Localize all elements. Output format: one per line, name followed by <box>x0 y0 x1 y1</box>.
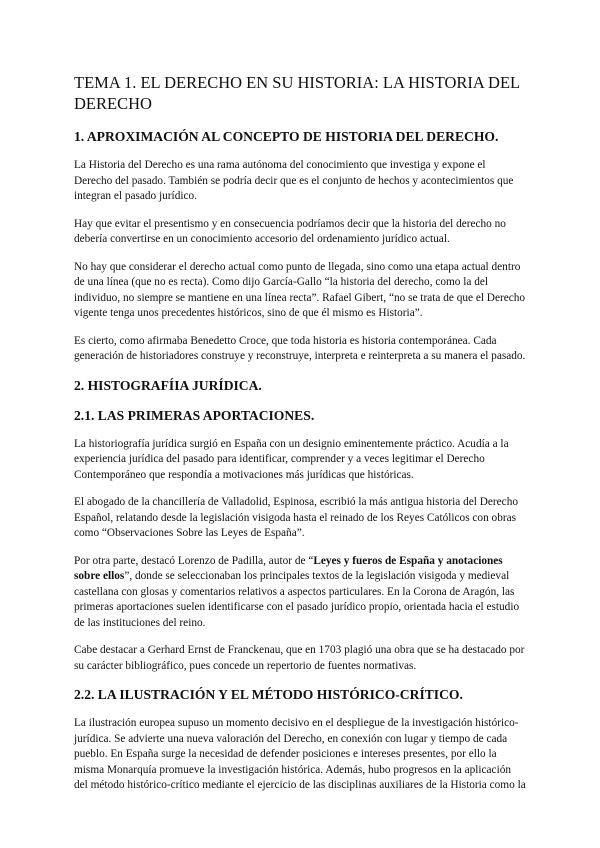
document-title: TEMA 1. EL DERECHO EN SU HISTORIA: LA HISTORIA DEL DERECHO <box>74 73 520 113</box>
section-2-1-heading: 2.1. LAS PRIMERAS APORTACIONES. <box>74 407 315 423</box>
section-1-paragraph-1: La Historia del Derecho es una rama autónoma del conocimiento que investiga y expone el Derecho del pasado. También se podría decir que es el conjunto de hechos y acontecimientos que integran el pasado jurídico. <box>74 159 514 202</box>
section-1-paragraph-3: No hay que considerar el derecho actual como punto de llegada, sino como una etapa actual dentro de una línea (que no es recta). Como dijo García-Gallo “la historia del derecho, como la del individuo, no siempre se mantiene en una línea recta”. Rafael Gibert, “no se trata de que el Derecho vigente tenga unos precedentes históricos, sino de que él mismo es Historia”. <box>74 260 526 319</box>
section-1-paragraph-4: Es cierto, como afirmaba Benedetto Croce, que toda historia es historia contemporánea. Cada generación de historiadores construye y reconstruye, interpreta e reinterpreta a su manera el pasado. <box>74 334 526 362</box>
section-1-paragraph-2: Hay que evitar el presentismo y en consecuencia podríamos decir que la historia del derecho no debería convertirse en un conocimiento accesorio del ordenamiento jurídico actual. <box>74 217 506 245</box>
section-2-1-paragraph-3 <box>74 554 526 632</box>
paragraph-text: Por otra parte, destacó Lorenzo de Padilla, autor de “ <box>74 554 314 567</box>
book-title: Leyes y fueros de España y anotaciones sobre ellos <box>74 554 503 582</box>
section-2-2-heading: 2.2. LA ILUSTRACIÓN Y EL MÉTODO HISTÓRICO-CRÍTICO. <box>74 687 463 702</box>
section-2-1-paragraph-1: La historiografía jurídica surgió en España con un designio eminentemente práctico. Acudía a la experiencia jurídica del pasado para identificar, comprender y a veces legitimar el Derecho Contemporáneo que respondía a motivaciones más jurídicas que históricas. <box>74 437 509 481</box>
paragraph-text: ”, donde se seleccionaban los principales textos de la legislación visigoda y medieval castellana con glosas y comentarios relativos a aspectos particulares. En la Corona de Aragón, las primeras aportaciones suelen identificarse con el pasado jurídico propio, orientada hacia el estudio de las instituciones del reino. <box>74 570 520 629</box>
section-1-heading: 1. APROXIMACIÓN AL CONCEPTO DE HISTORIA DEL DERECHO. <box>74 129 499 144</box>
section-2-2-paragraph-1: La ilustración europea supuso un momento decisivo en el despliegue de la investigación histórico-jurídica. Se advierte una nueva valoración del Derecho, en conexión con lugar y tiempo de cada pueblo. En España surge la necesidad de defender posiciones e intereses presentes, por ello la misma Monarquía promueve la investigación histórica. Además, hubo progresos en la aplicación del método histórico-crítico mediante el ejercicio de las disciplinas auxiliares de la Historia como la <box>74 717 526 791</box>
section-2-1-paragraph-4: Cabe destacar a Gerhard Ernst de Franckenau, que en 1703 plagió una obra que se ha destacado por su carácter bibliográfico, pues concede un repertorio de fuentes normativas. <box>74 644 525 672</box>
section-2-1-paragraph-2: El abogado de la chancillería de Valladolid, Espinosa, escribió la más antigua historia del Derecho Español, relatando desde la legislación visigoda hasta el reinado de los Reyes Católicos con obras como “Observaciones Sobre las Leyes de España”. <box>74 496 518 539</box>
section-2-heading: 2. HISTOGRAFÍIA JURÍDICA. <box>74 377 262 393</box>
